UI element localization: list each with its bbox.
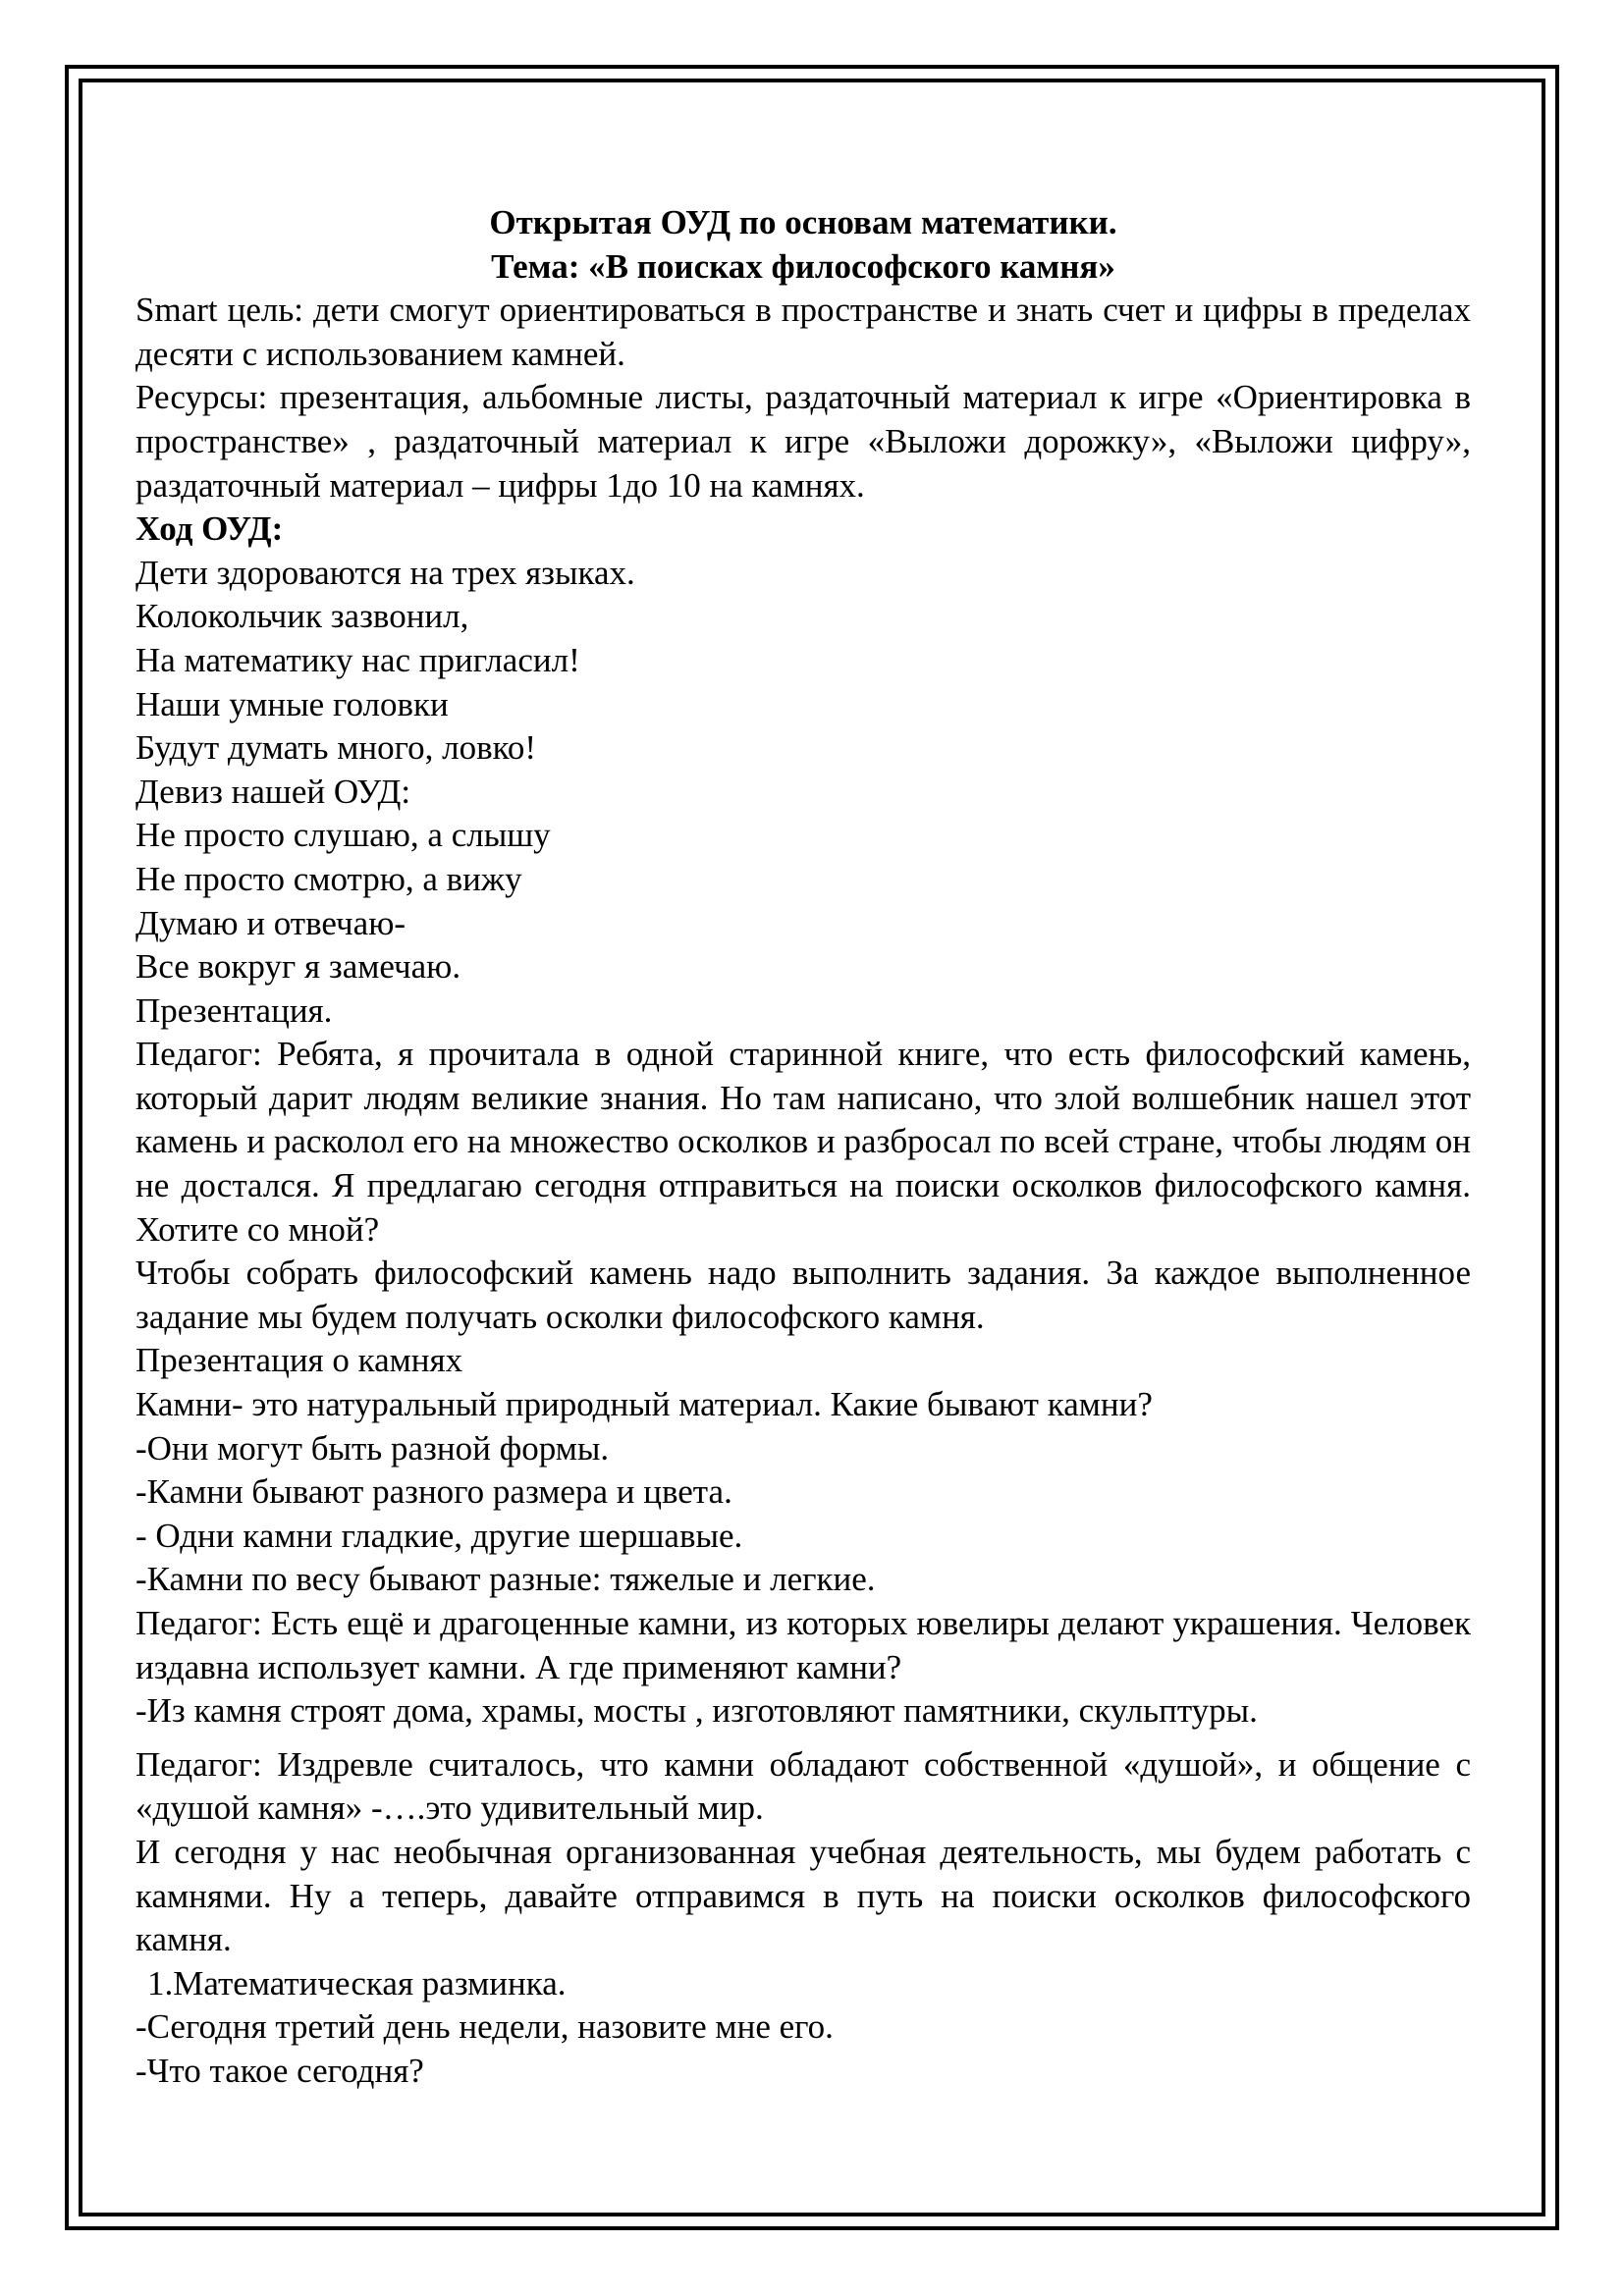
document-title: Открытая ОУД по основам математики.: [489, 203, 1117, 241]
document-body: [135, 201, 1471, 2094]
list-line: - Одни камни гладкие, другие шершавые.: [135, 1516, 743, 1555]
motto-line: Не просто слушаю, а слышу: [135, 816, 551, 855]
teacher-paragraph: Педагог: Издревле считалось, что камни обладают собственной «душой», и общение с «душой камня» -….это удивительный мир.: [135, 1744, 1471, 1828]
document-topic: Тема: «В поисках философского камня»: [491, 246, 1115, 286]
motto-line: Не просто смотрю, а вижу: [135, 859, 522, 898]
resources-paragraph: Ресурсы: презентация, альбомные листы, раздаточный материал к игре «Ориентировка в пространстве» , раздаточный материал к игре «Выложи дорожку», «Выложи цифру», раздаточный материал – цифры 1до 10 на камнях.: [135, 378, 1471, 505]
poem-line: Будут думать много, ловко!: [135, 728, 537, 768]
poem-line: На математику нас пригласил!: [135, 640, 580, 679]
list-line: -Камни бывают разного размера и цвета.: [135, 1472, 732, 1512]
motto-line: Думаю и отвечаю-: [135, 903, 406, 942]
section-heading: 1.Математическая разминка.: [147, 1963, 567, 2002]
text-line: Дети здороваются на трех языках.: [135, 553, 635, 592]
text-paragraph: Чтобы собрать философский камень надо выполнить задания. За каждое выполненное задание мы будем получать осколки философского камня.: [135, 1254, 1471, 1336]
motto-line: Все вокруг я замечаю.: [135, 947, 461, 987]
text-line: -Из камня строят дома, храмы, мосты , изготовляют памятники, скульптуры.: [135, 1691, 1258, 1731]
poem-line: Колокольчик зазвонил,: [135, 597, 469, 636]
list-line: -Они могут быть разной формы.: [135, 1428, 610, 1468]
text-paragraph: И сегодня у нас необычная организованная учебная деятельность, мы будем работать с камнями. Ну а теперь, давайте отправимся в путь на поиски осколков философского камня.: [135, 1832, 1471, 1959]
text-line: -Сегодня третий день недели, назовите мне его.: [135, 2007, 834, 2047]
text-line: Презентация о камнях: [135, 1341, 463, 1380]
text-line: Камни- это натуральный природный материал. Какие бывают камни?: [135, 1385, 1153, 1424]
list-line: -Камни по весу бывают разные: тяжелые и легкие.: [135, 1560, 876, 1599]
teacher-paragraph: Педагог: Ребята, я прочитала в одной старинной книге, что есть философский камень, который дарит людям великие знания. Но там написано, что злой волшебник нашел этот камень и расколол его на множество осколков и разбросал по всей стране, чтобы людям он не достался. Я предлагаю сегодня отправиться на поиски осколков философского камня. Хотите со мной?: [135, 1035, 1471, 1249]
text-line: Девиз нашей ОУД:: [135, 772, 411, 811]
text-line: -Что такое сегодня?: [135, 2051, 424, 2090]
teacher-paragraph: Педагог: Есть ещё и драгоценные камни, из которых ювелиры делают украшения. Человек издавна использует камни. А где применяют камни?: [135, 1604, 1471, 1686]
poem-line: Наши умные головки: [135, 684, 449, 723]
text-line: Презентация.: [135, 990, 333, 1030]
lesson-progress-heading: Ход ОУД:: [135, 509, 284, 549]
smart-goal-paragraph: Smart цель: дети смогут ориентироваться в пространстве и знать счет и цифры в пределах десяти с использованием камней.: [135, 291, 1471, 373]
